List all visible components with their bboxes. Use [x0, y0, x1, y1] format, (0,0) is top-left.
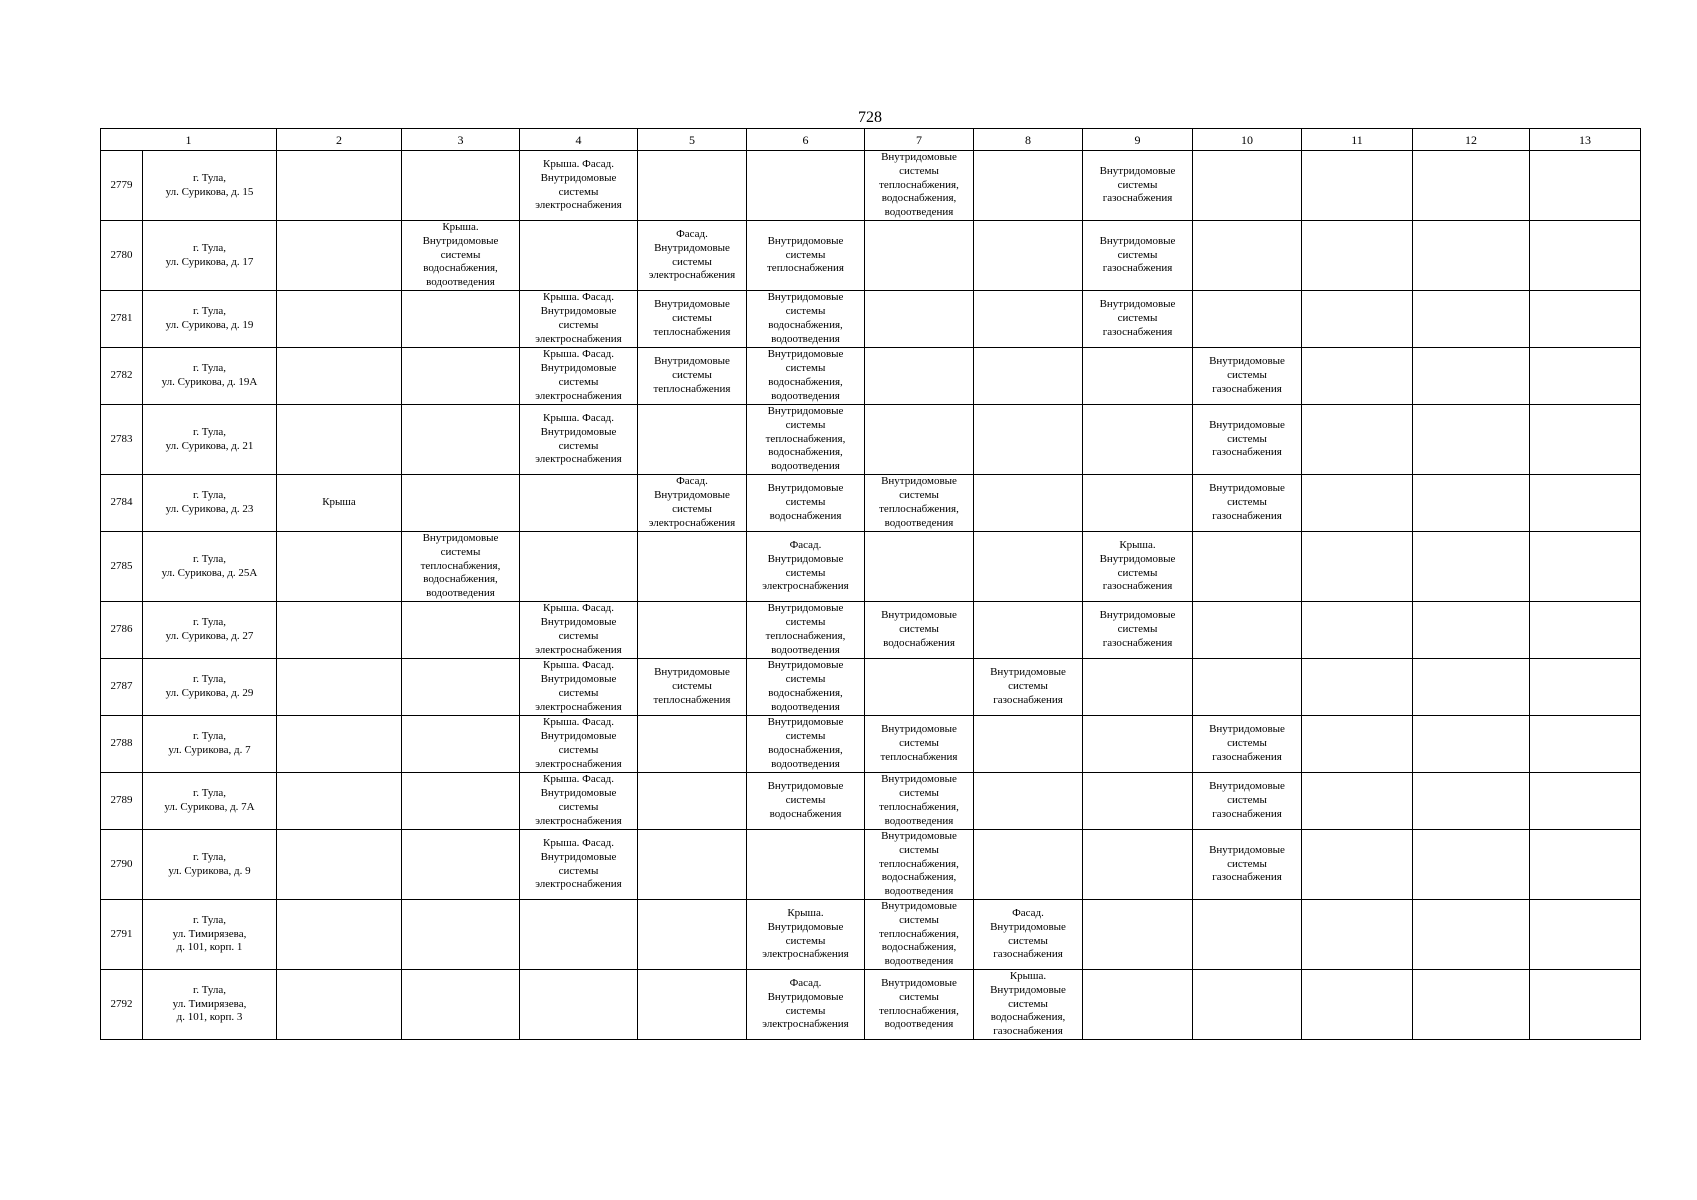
row-number: 2784 — [101, 475, 143, 532]
work-cell-col-2 — [277, 151, 402, 221]
column-header-10: 10 — [1193, 129, 1302, 151]
row-number: 2783 — [101, 405, 143, 475]
work-cell-col-10 — [1193, 659, 1302, 716]
work-cell-col-13 — [1530, 830, 1641, 900]
work-cell-col-13 — [1530, 532, 1641, 602]
address-cell: г. Тула, ул. Сурикова, д. 9 — [143, 830, 277, 900]
work-cell-col-8 — [974, 291, 1083, 348]
work-cell-col-10 — [1193, 151, 1302, 221]
work-cell-col-10 — [1193, 900, 1302, 970]
table-row — [101, 221, 1641, 291]
work-cell-col-13 — [1530, 405, 1641, 475]
column-header-1: 1 — [101, 129, 277, 151]
work-cell-col-7: Внутридомовые системы теплоснабжения, водоотведения — [865, 475, 974, 532]
work-cell-col-13 — [1530, 716, 1641, 773]
work-cell-col-12 — [1413, 348, 1530, 405]
work-cell-col-13 — [1530, 221, 1641, 291]
address-cell: г. Тула, ул. Сурикова, д. 15 — [143, 151, 277, 221]
row-number: 2792 — [101, 970, 143, 1040]
work-cell-col-5 — [638, 716, 747, 773]
row-number: 2788 — [101, 716, 143, 773]
work-cell-col-4: Крыша. Фасад. Внутридомовые системы электроснабжения — [520, 773, 638, 830]
work-cell-col-2 — [277, 900, 402, 970]
work-cell-col-5: Внутридомовые системы теплоснабжения — [638, 348, 747, 405]
work-cell-col-3: Внутридомовые системы теплоснабжения, водоснабжения, водоотведения — [402, 532, 520, 602]
work-cell-col-9: Внутридомовые системы газоснабжения — [1083, 602, 1193, 659]
work-cell-col-5 — [638, 773, 747, 830]
work-cell-col-4: Крыша. Фасад. Внутридомовые системы электроснабжения — [520, 659, 638, 716]
row-number: 2786 — [101, 602, 143, 659]
column-header-2: 2 — [277, 129, 402, 151]
column-header-13: 13 — [1530, 129, 1641, 151]
work-cell-col-7: Внутридомовые системы теплоснабжения, водоснабжения, водоотведения — [865, 830, 974, 900]
table-header — [101, 129, 1641, 151]
column-header-12: 12 — [1413, 129, 1530, 151]
work-cell-col-12 — [1413, 900, 1530, 970]
work-cell-col-13 — [1530, 475, 1641, 532]
work-cell-col-8 — [974, 830, 1083, 900]
work-cell-col-4 — [520, 475, 638, 532]
address-cell: г. Тула, ул. Тимирязева, д. 101, корп. 3 — [143, 970, 277, 1040]
work-cell-col-2 — [277, 830, 402, 900]
work-cell-col-3 — [402, 348, 520, 405]
work-cell-col-11 — [1302, 773, 1413, 830]
work-cell-col-2 — [277, 970, 402, 1040]
work-cell-col-7: Внутридомовые системы теплоснабжения, водоотведения — [865, 773, 974, 830]
work-cell-col-3 — [402, 773, 520, 830]
work-cell-col-9 — [1083, 405, 1193, 475]
work-cell-col-10: Внутридомовые системы газоснабжения — [1193, 348, 1302, 405]
column-header-9: 9 — [1083, 129, 1193, 151]
work-cell-col-9: Внутридомовые системы газоснабжения — [1083, 151, 1193, 221]
work-cell-col-6: Фасад. Внутридомовые системы электроснабжения — [747, 532, 865, 602]
work-cell-col-10: Внутридомовые системы газоснабжения — [1193, 405, 1302, 475]
table-row — [101, 475, 1641, 532]
work-cell-col-4: Крыша. Фасад. Внутридомовые системы электроснабжения — [520, 348, 638, 405]
work-cell-col-10 — [1193, 970, 1302, 1040]
work-cell-col-2 — [277, 532, 402, 602]
row-number: 2791 — [101, 900, 143, 970]
work-cell-col-8 — [974, 405, 1083, 475]
column-header-11: 11 — [1302, 129, 1413, 151]
row-number: 2781 — [101, 291, 143, 348]
work-cell-col-11 — [1302, 532, 1413, 602]
work-cell-col-6 — [747, 830, 865, 900]
work-cell-col-4: Крыша. Фасад. Внутридомовые системы электроснабжения — [520, 830, 638, 900]
work-cell-col-2 — [277, 405, 402, 475]
work-cell-col-8 — [974, 151, 1083, 221]
row-number: 2779 — [101, 151, 143, 221]
work-cell-col-8 — [974, 773, 1083, 830]
table-row — [101, 716, 1641, 773]
work-cell-col-9 — [1083, 970, 1193, 1040]
work-cell-col-6: Внутридомовые системы водоснабжения — [747, 773, 865, 830]
work-cell-col-11 — [1302, 830, 1413, 900]
work-cell-col-7 — [865, 405, 974, 475]
work-cell-col-13 — [1530, 659, 1641, 716]
work-cell-col-5: Фасад. Внутридомовые системы электроснабжения — [638, 221, 747, 291]
work-cell-col-6: Крыша. Внутридомовые системы электроснабжения — [747, 900, 865, 970]
work-cell-col-5 — [638, 602, 747, 659]
column-header-6: 6 — [747, 129, 865, 151]
work-cell-col-11 — [1302, 405, 1413, 475]
address-cell: г. Тула, ул. Сурикова, д. 29 — [143, 659, 277, 716]
work-cell-col-12 — [1413, 659, 1530, 716]
work-cell-col-3 — [402, 602, 520, 659]
work-cell-col-2 — [277, 773, 402, 830]
work-cell-col-8: Внутридомовые системы газоснабжения — [974, 659, 1083, 716]
work-cell-col-4: Крыша. Фасад. Внутридомовые системы электроснабжения — [520, 291, 638, 348]
table-row — [101, 291, 1641, 348]
work-cell-col-5 — [638, 405, 747, 475]
work-cell-col-12 — [1413, 221, 1530, 291]
address-cell: г. Тула, ул. Сурикова, д. 25А — [143, 532, 277, 602]
work-cell-col-12 — [1413, 532, 1530, 602]
work-cell-col-5 — [638, 830, 747, 900]
work-cell-col-5 — [638, 970, 747, 1040]
work-cell-col-5: Фасад. Внутридомовые системы электроснабжения — [638, 475, 747, 532]
work-cell-col-5 — [638, 151, 747, 221]
work-cell-col-2 — [277, 602, 402, 659]
work-cell-col-9: Внутридомовые системы газоснабжения — [1083, 221, 1193, 291]
work-cell-col-10: Внутридомовые системы газоснабжения — [1193, 830, 1302, 900]
column-header-8: 8 — [974, 129, 1083, 151]
work-cell-col-13 — [1530, 291, 1641, 348]
work-cell-col-10 — [1193, 291, 1302, 348]
work-cell-col-5: Внутридомовые системы теплоснабжения — [638, 291, 747, 348]
work-cell-col-11 — [1302, 348, 1413, 405]
table-row — [101, 405, 1641, 475]
row-number: 2789 — [101, 773, 143, 830]
work-cell-col-11 — [1302, 291, 1413, 348]
work-cell-col-3 — [402, 291, 520, 348]
work-cell-col-12 — [1413, 475, 1530, 532]
work-cell-col-3 — [402, 830, 520, 900]
work-cell-col-4: Крыша. Фасад. Внутридомовые системы электроснабжения — [520, 716, 638, 773]
work-cell-col-7 — [865, 221, 974, 291]
work-cell-col-11 — [1302, 970, 1413, 1040]
work-cell-col-4: Крыша. Фасад. Внутридомовые системы электроснабжения — [520, 405, 638, 475]
table-row — [101, 602, 1641, 659]
work-cell-col-2 — [277, 716, 402, 773]
table-row — [101, 773, 1641, 830]
work-cell-col-6: Внутридомовые системы теплоснабжения — [747, 221, 865, 291]
work-cell-col-2 — [277, 221, 402, 291]
work-cell-col-9 — [1083, 773, 1193, 830]
address-cell: г. Тула, ул. Сурикова, д. 19 — [143, 291, 277, 348]
work-cell-col-9: Внутридомовые системы газоснабжения — [1083, 291, 1193, 348]
work-cell-col-13 — [1530, 900, 1641, 970]
work-cell-col-3 — [402, 151, 520, 221]
work-cell-col-8 — [974, 348, 1083, 405]
work-cell-col-11 — [1302, 602, 1413, 659]
work-cell-col-4 — [520, 900, 638, 970]
work-cell-col-12 — [1413, 830, 1530, 900]
work-cell-col-13 — [1530, 602, 1641, 659]
work-cell-col-4 — [520, 532, 638, 602]
row-number: 2787 — [101, 659, 143, 716]
work-cell-col-4 — [520, 970, 638, 1040]
work-cell-col-6: Внутридомовые системы водоснабжения, водоотведения — [747, 716, 865, 773]
work-cell-col-6: Внутридомовые системы теплоснабжения, водоотведения — [747, 602, 865, 659]
address-cell: г. Тула, ул. Сурикова, д. 7А — [143, 773, 277, 830]
work-cell-col-3 — [402, 900, 520, 970]
work-cell-col-12 — [1413, 291, 1530, 348]
work-cell-col-9 — [1083, 830, 1193, 900]
work-cell-col-11 — [1302, 716, 1413, 773]
work-cell-col-9 — [1083, 348, 1193, 405]
work-cell-col-7: Внутридомовые системы теплоснабжения, водоотведения — [865, 970, 974, 1040]
work-cell-col-5 — [638, 900, 747, 970]
work-cell-col-10: Внутридомовые системы газоснабжения — [1193, 716, 1302, 773]
work-cell-col-2 — [277, 291, 402, 348]
work-cell-col-5: Внутридомовые системы теплоснабжения — [638, 659, 747, 716]
work-cell-col-8 — [974, 716, 1083, 773]
work-cell-col-12 — [1413, 151, 1530, 221]
work-cell-col-10 — [1193, 221, 1302, 291]
work-cell-col-8 — [974, 221, 1083, 291]
work-cell-col-6: Фасад. Внутридомовые системы электроснабжения — [747, 970, 865, 1040]
work-cell-col-10 — [1193, 602, 1302, 659]
work-cell-col-13 — [1530, 773, 1641, 830]
work-cell-col-5 — [638, 532, 747, 602]
work-cell-col-2: Крыша — [277, 475, 402, 532]
work-cell-col-9 — [1083, 659, 1193, 716]
table-row — [101, 900, 1641, 970]
column-header-7: 7 — [865, 129, 974, 151]
work-cell-col-11 — [1302, 151, 1413, 221]
work-cell-col-12 — [1413, 970, 1530, 1040]
work-cell-col-7: Внутридомовые системы теплоснабжения — [865, 716, 974, 773]
column-header-4: 4 — [520, 129, 638, 151]
work-cell-col-12 — [1413, 405, 1530, 475]
address-cell: г. Тула, ул. Тимирязева, д. 101, корп. 1 — [143, 900, 277, 970]
work-cell-col-6: Внутридомовые системы теплоснабжения, водоснабжения, водоотведения — [747, 405, 865, 475]
table-row — [101, 659, 1641, 716]
table-row — [101, 151, 1641, 221]
work-cell-col-9 — [1083, 900, 1193, 970]
table-row — [101, 532, 1641, 602]
work-cell-col-13 — [1530, 348, 1641, 405]
address-cell: г. Тула, ул. Сурикова, д. 19А — [143, 348, 277, 405]
work-cell-col-6: Внутридомовые системы водоснабжения — [747, 475, 865, 532]
work-cell-col-4 — [520, 221, 638, 291]
work-cell-col-6: Внутридомовые системы водоснабжения, водоотведения — [747, 348, 865, 405]
address-cell: г. Тула, ул. Сурикова, д. 17 — [143, 221, 277, 291]
work-cell-col-9: Крыша. Внутридомовые системы газоснабжения — [1083, 532, 1193, 602]
row-number: 2780 — [101, 221, 143, 291]
work-cell-col-7: Внутридомовые системы теплоснабжения, водоснабжения, водоотведения — [865, 151, 974, 221]
work-cell-col-12 — [1413, 773, 1530, 830]
table-row — [101, 970, 1641, 1040]
work-cell-col-4: Крыша. Фасад. Внутридомовые системы электроснабжения — [520, 602, 638, 659]
work-cell-col-10: Внутридомовые системы газоснабжения — [1193, 773, 1302, 830]
work-cell-col-11 — [1302, 221, 1413, 291]
row-number: 2782 — [101, 348, 143, 405]
column-header-5: 5 — [638, 129, 747, 151]
work-cell-col-3 — [402, 405, 520, 475]
work-cell-col-6: Внутридомовые системы водоснабжения, водоотведения — [747, 659, 865, 716]
work-cell-col-7 — [865, 348, 974, 405]
work-cell-col-12 — [1413, 602, 1530, 659]
page-number: 728 — [858, 109, 882, 126]
work-cell-col-8 — [974, 532, 1083, 602]
work-cell-col-10 — [1193, 532, 1302, 602]
table-row — [101, 830, 1641, 900]
work-cell-col-12 — [1413, 716, 1530, 773]
address-cell: г. Тула, ул. Сурикова, д. 23 — [143, 475, 277, 532]
work-cell-col-7 — [865, 532, 974, 602]
work-cell-col-3 — [402, 716, 520, 773]
column-header-3: 3 — [402, 129, 520, 151]
address-cell: г. Тула, ул. Сурикова, д. 21 — [143, 405, 277, 475]
work-cell-col-9 — [1083, 475, 1193, 532]
work-cell-col-11 — [1302, 900, 1413, 970]
work-cell-col-11 — [1302, 475, 1413, 532]
work-cell-col-2 — [277, 659, 402, 716]
work-cell-col-8 — [974, 602, 1083, 659]
work-cell-col-6: Внутридомовые системы водоснабжения, водоотведения — [747, 291, 865, 348]
work-cell-col-3 — [402, 970, 520, 1040]
table-row — [101, 348, 1641, 405]
row-number: 2790 — [101, 830, 143, 900]
address-cell: г. Тула, ул. Сурикова, д. 7 — [143, 716, 277, 773]
work-cell-col-9 — [1083, 716, 1193, 773]
row-number: 2785 — [101, 532, 143, 602]
address-cell: г. Тула, ул. Сурикова, д. 27 — [143, 602, 277, 659]
work-cell-col-3: Крыша. Внутридомовые системы водоснабжения, водоотведения — [402, 221, 520, 291]
work-cell-col-3 — [402, 475, 520, 532]
work-cell-col-7: Внутридомовые системы теплоснабжения, водоснабжения, водоотведения — [865, 900, 974, 970]
capital-repair-table — [100, 128, 1641, 1040]
work-cell-col-7 — [865, 291, 974, 348]
work-cell-col-7: Внутридомовые системы водоснабжения — [865, 602, 974, 659]
work-cell-col-8 — [974, 475, 1083, 532]
work-cell-col-10: Внутридомовые системы газоснабжения — [1193, 475, 1302, 532]
work-cell-col-8: Крыша. Внутридомовые системы водоснабжения, газоснабжения — [974, 970, 1083, 1040]
work-cell-col-6 — [747, 151, 865, 221]
work-cell-col-2 — [277, 348, 402, 405]
work-cell-col-4: Крыша. Фасад. Внутридомовые системы электроснабжения — [520, 151, 638, 221]
work-cell-col-13 — [1530, 970, 1641, 1040]
work-cell-col-13 — [1530, 151, 1641, 221]
table-body — [101, 151, 1641, 1040]
work-cell-col-3 — [402, 659, 520, 716]
header-row — [101, 129, 1641, 151]
work-cell-col-8: Фасад. Внутридомовые системы газоснабжения — [974, 900, 1083, 970]
work-cell-col-11 — [1302, 659, 1413, 716]
work-cell-col-7 — [865, 659, 974, 716]
